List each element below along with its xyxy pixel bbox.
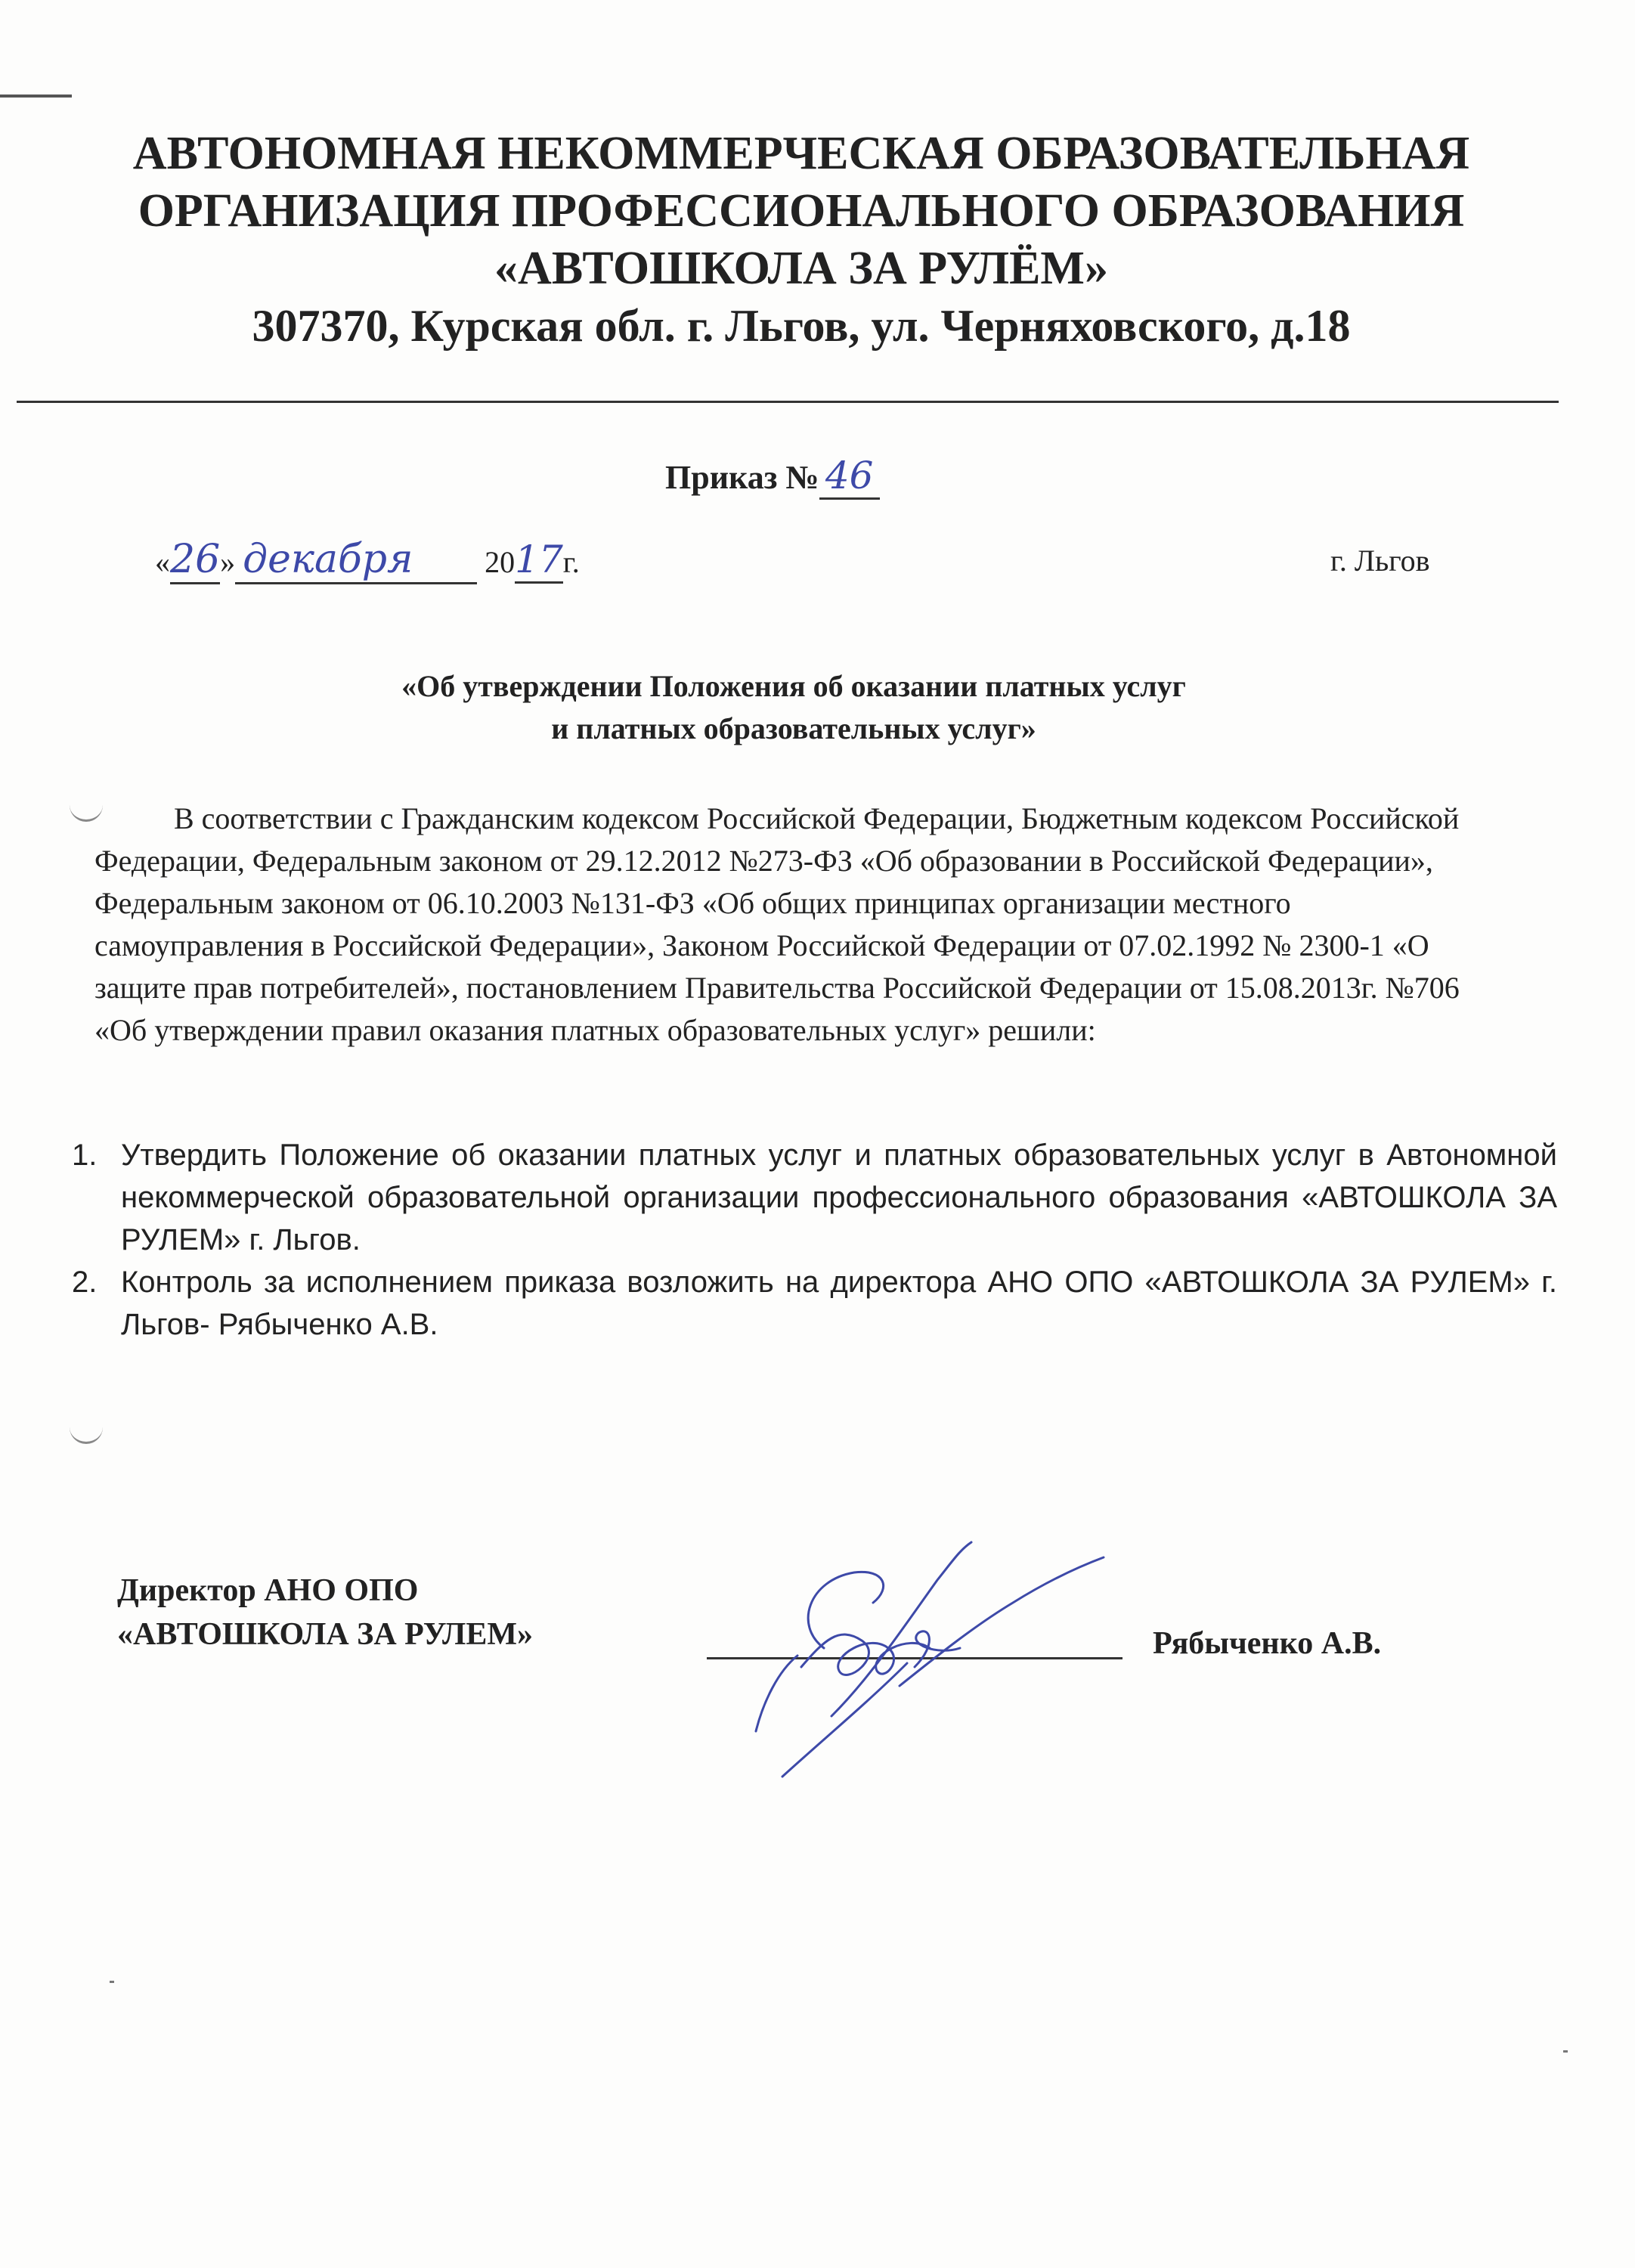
- item-text: Утвердить Положение об оказании платных услуг и платных образовательных услуг в Автономной некоммерческой образовательной организации профессионального образования «АВТОШКОЛА ЗА РУЛЕМ» г. Льгов.: [121, 1139, 1557, 1256]
- subject-line-2: и платных образовательных услуг»: [551, 711, 1036, 745]
- organization-address: 307370, Курская обл. г. Льгов, ул. Черняховского, д.18: [252, 301, 1351, 351]
- punch-hole-mark: [70, 1425, 103, 1444]
- handwritten-signature: [711, 1535, 1134, 1784]
- item-number: 2.: [72, 1266, 98, 1299]
- organization-header: [45, 125, 1557, 355]
- header-line-3: «АВТОШКОЛА ЗА РУЛЁМ»: [494, 243, 1108, 294]
- header-line-2: ОРГАНИЗАЦИЯ ПРОФЕССИОНАЛЬНОГО ОБРАЗОВАНИЯ: [138, 185, 1465, 237]
- item-text: Контроль за исполнением приказа возложить на директора АНО ОПО «АВТОШКОЛА ЗА РУЛЕМ» г. Льгов- Рябыченко А.В.: [121, 1266, 1557, 1341]
- order-subject: [227, 665, 1361, 750]
- list-item: [72, 1261, 1557, 1346]
- list-item: [72, 1134, 1557, 1261]
- date-day: 26: [170, 537, 220, 584]
- date-year-prefix: 20: [485, 545, 516, 579]
- position-line-1: Директор АНО ОПО: [117, 1573, 419, 1608]
- scan-edge-mark: [0, 94, 72, 98]
- order-items-list: [72, 1134, 1557, 1346]
- item-number: 1.: [72, 1139, 98, 1172]
- signatory-name: Рябыченко А.В.: [1153, 1626, 1382, 1661]
- scan-speck: [110, 1981, 114, 1983]
- date-month: декабря: [235, 537, 477, 584]
- header-line-1: АВТОНОМНАЯ НЕКОММЕРЧЕСКАЯ ОБРАЗОВАТЕЛЬНАЯ: [132, 128, 1470, 179]
- order-date: [155, 537, 580, 584]
- order-label: Приказ №: [665, 459, 819, 496]
- subject-line-1: «Об утверждении Положения об оказании платных услуг: [401, 669, 1186, 703]
- order-number: 46: [819, 454, 880, 500]
- order-title: [665, 454, 880, 500]
- order-city: г. Льгов: [1330, 544, 1430, 578]
- position-line-2: «АВТОШКОЛА ЗА РУЛЕМ»: [117, 1617, 533, 1652]
- preamble-paragraph: В соответствии с Гражданским кодексом Российской Федерации, Бюджетным кодексом Российской Федерации, Федеральным законом от 29.12.2012 №273-ФЗ «Об образовании в Российской Федерации», Федеральным законом от 06.10.2003 №131-ФЗ «Об общих принципах организации местного самоуправления в Российской Федерации», Законом Российской Федерации от 07.02.1992 № 2300-1 «О защите прав потребителей», постановлением Правительства Российской Федерации от 15.08.2013г. №706 «Об утверждении правил оказания платных образовательных услуг» решили:: [94, 801, 1460, 1047]
- scan-speck: [1563, 2050, 1568, 2053]
- header-divider: [17, 401, 1559, 403]
- date-year-unit: г.: [562, 545, 580, 579]
- date-close-quote: »: [220, 545, 236, 579]
- date-open-quote: «: [155, 545, 170, 579]
- date-year-suffix: 17: [515, 538, 563, 584]
- signatory-position: [117, 1569, 533, 1656]
